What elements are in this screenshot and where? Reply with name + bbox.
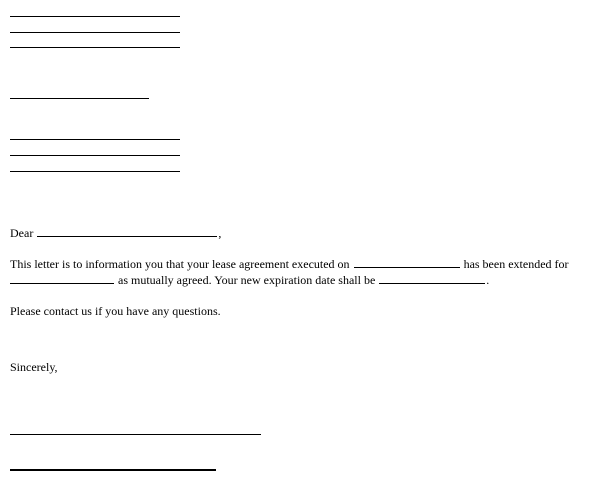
date-line	[10, 98, 149, 99]
recipient-name-blank	[37, 225, 217, 237]
printed-name-line	[10, 469, 216, 471]
closing: Sincerely,	[10, 360, 58, 374]
sender-address-line-3	[10, 47, 180, 48]
salutation	[10, 225, 221, 241]
body-line-1	[10, 256, 569, 272]
recipient-address-line-1	[10, 139, 180, 140]
recipient-address-line-3	[10, 171, 180, 172]
body-text-part-1: This letter is to information you that your lease agreement executed on	[10, 257, 350, 271]
salutation-prefix: Dear	[10, 226, 34, 240]
body-line-2	[10, 272, 489, 288]
body-text-part-4: .	[486, 273, 490, 287]
signature-line	[10, 434, 261, 435]
recipient-address-line-2	[10, 155, 180, 156]
sender-address-line-1	[10, 16, 180, 17]
new-expiration-date-blank	[379, 272, 485, 284]
contact-line: Please contact us if you have any questions.	[10, 304, 221, 318]
body-text-part-3: as mutually agreed. Your new expiration date shall be	[118, 273, 376, 287]
extension-term-blank	[10, 272, 114, 284]
body-text-part-2: has been extended for	[463, 257, 569, 271]
sender-address-line-2	[10, 32, 180, 33]
execution-date-blank	[354, 256, 460, 268]
salutation-suffix: ,	[218, 226, 222, 240]
